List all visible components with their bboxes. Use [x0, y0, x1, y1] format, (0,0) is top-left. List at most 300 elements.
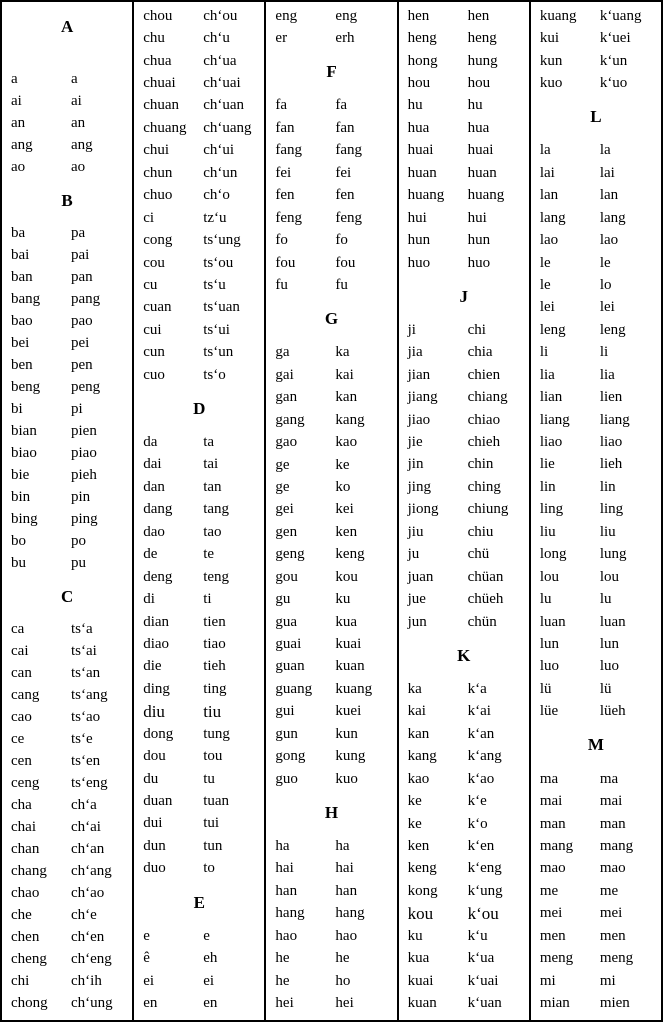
wade-giles-cell: huo	[467, 254, 491, 271]
pinyin-cell: cai	[11, 643, 29, 660]
table-row	[266, 970, 396, 992]
wade-giles-cell: ts‘ai	[71, 643, 97, 660]
pinyin-cell: guo	[275, 770, 298, 787]
table-row	[134, 252, 264, 274]
wade-giles-cell: tiao	[203, 635, 226, 652]
pinyin-cell: hang	[275, 905, 305, 922]
table-row	[2, 355, 132, 377]
wade-giles-cell: huan	[467, 164, 497, 181]
table-row	[531, 409, 661, 431]
wade-giles-cell: piao	[71, 445, 97, 462]
table-row	[266, 454, 396, 476]
pinyin-cell: dan	[143, 478, 165, 495]
pinyin-cell: kang	[407, 748, 437, 765]
wade-giles-cell: eh	[203, 950, 218, 967]
wade-giles-cell: k‘uan	[467, 995, 502, 1011]
wade-giles-cell: pien	[71, 423, 97, 440]
pinyin-cell: cu	[143, 276, 158, 293]
pinyin-cell: jie	[407, 434, 423, 451]
wade-giles-cell: kung	[335, 748, 366, 765]
wade-giles-cell: to	[203, 860, 215, 877]
pinyin-cell: ji	[407, 321, 416, 338]
wade-giles-cell: k‘uai	[467, 972, 499, 989]
table-row	[2, 465, 132, 487]
pinyin-cell: er	[275, 30, 288, 47]
wade-giles-cell: keng	[335, 546, 365, 563]
table-row	[2, 223, 132, 245]
wade-giles-cell: lien	[599, 389, 623, 406]
wade-giles-cell: k‘a	[467, 680, 487, 697]
table-row	[399, 162, 529, 184]
wade-giles-cell: fou	[335, 254, 356, 271]
table-row	[399, 992, 529, 1014]
wade-giles-cell: chia	[467, 344, 493, 361]
table-row	[399, 566, 529, 588]
pinyin-cell: hui	[407, 209, 427, 226]
pinyin-cell: bian	[11, 423, 37, 440]
table-row	[531, 880, 661, 902]
table-row	[2, 267, 132, 289]
section-header	[266, 50, 396, 95]
table-row	[266, 947, 396, 969]
section-header-label: B	[61, 190, 73, 210]
pinyin-cell: cang	[11, 687, 40, 704]
section-header	[531, 95, 661, 140]
wade-giles-cell: ch‘ua	[203, 52, 237, 69]
pinyin-cell: fu	[275, 276, 288, 293]
section-header-label: J	[459, 286, 468, 306]
section-header	[2, 5, 132, 49]
pinyin-cell: liang	[539, 411, 570, 428]
pinyin-cell: lao	[539, 232, 559, 249]
table-row	[266, 117, 396, 139]
pinyin-cell: chan	[11, 841, 40, 858]
wade-giles-cell: k‘uo	[599, 75, 628, 92]
pinyin-cell: man	[539, 815, 566, 832]
wade-giles-cell: ma	[599, 770, 619, 787]
table-row	[2, 707, 132, 729]
table-row	[531, 633, 661, 655]
table-row	[2, 641, 132, 663]
wade-giles-cell: ku	[335, 591, 351, 608]
table-row	[2, 751, 132, 773]
wade-giles-cell: tou	[203, 748, 223, 765]
table-row	[2, 795, 132, 817]
wade-giles-cell: liao	[599, 434, 623, 451]
pinyin-cell: dong	[143, 725, 174, 742]
wade-giles-cell: fang	[335, 142, 363, 159]
table-row	[531, 521, 661, 543]
table-row	[266, 768, 396, 790]
pinyin-cell: ke	[407, 793, 422, 810]
wade-giles-cell: k‘en	[467, 837, 495, 854]
pinyin-cell: gun	[275, 725, 298, 742]
wade-giles-cell: lei	[599, 299, 615, 316]
wade-giles-cell: ts‘ou	[203, 254, 234, 271]
section-header-label: F	[326, 62, 337, 82]
pinyin-cell: ku	[407, 927, 423, 944]
table-row	[531, 252, 661, 274]
wade-giles-cell: me	[599, 882, 619, 899]
wade-giles-cell: ts‘an	[71, 665, 101, 682]
pinyin-cell: bang	[11, 291, 41, 308]
table-row	[399, 117, 529, 139]
pinyin-cell: eng	[275, 7, 298, 24]
pinyin-cell: chuo	[143, 187, 173, 204]
wade-giles-cell: mi	[599, 972, 616, 989]
wade-giles-cell: hao	[335, 927, 358, 944]
table-row	[399, 252, 529, 274]
wade-giles-cell: hui	[467, 209, 487, 226]
wade-giles-cell: hei	[335, 995, 354, 1012]
table-row	[531, 611, 661, 633]
table-row	[531, 903, 661, 925]
wade-giles-cell: ts‘ui	[203, 321, 230, 338]
table-row	[399, 50, 529, 72]
wade-giles-cell: ts‘ao	[71, 709, 101, 726]
wade-giles-cell: tien	[203, 613, 226, 630]
wade-giles-cell: erh	[335, 30, 355, 47]
wade-giles-cell: fu	[335, 276, 348, 293]
wade-giles-cell: eng	[335, 7, 358, 24]
wade-giles-cell: k‘eng	[467, 860, 502, 877]
wade-giles-cell: k‘o	[467, 815, 488, 832]
pinyin-cell: lia	[539, 366, 555, 383]
pinyin-cell: huo	[407, 254, 431, 271]
pinyin-cell: jue	[407, 591, 426, 608]
wade-giles-cell: lu	[599, 591, 612, 608]
wade-giles-cell: le	[599, 254, 611, 271]
section-header	[399, 274, 529, 319]
pinyin-cell: chang	[11, 863, 47, 880]
pinyin-cell: lan	[539, 187, 559, 204]
pinyin-cell: kou	[407, 904, 434, 924]
wade-giles-cell: fei	[335, 164, 352, 181]
pinyin-cell: men	[539, 927, 566, 944]
table-row	[134, 185, 264, 207]
table-row	[531, 656, 661, 678]
table-row	[134, 566, 264, 588]
section-header-label: M	[587, 735, 604, 755]
wade-giles-cell: k‘ung	[467, 882, 503, 899]
wade-giles-cell: pen	[71, 357, 93, 374]
pinyin-cell: lang	[539, 209, 566, 226]
pinyin-cell: ga	[275, 344, 290, 361]
pinyin-cell: lei	[539, 299, 555, 316]
pinyin-cell: a	[11, 71, 18, 88]
table-row	[531, 476, 661, 498]
pinyin-cell: dou	[143, 748, 166, 765]
pinyin-cell: chou	[143, 7, 173, 24]
pinyin-cell: hong	[407, 52, 438, 69]
table-row	[531, 431, 661, 453]
wade-giles-cell: teng	[203, 568, 230, 585]
table-row	[134, 611, 264, 633]
pinyin-cell: cun	[143, 344, 165, 361]
pinyin-cell: fang	[275, 142, 303, 159]
table-row	[134, 633, 264, 655]
pinyin-cell: gei	[275, 501, 294, 518]
wade-giles-cell: kua	[335, 613, 358, 630]
pinyin-cell: gen	[275, 523, 298, 540]
pinyin-cell: ban	[11, 269, 33, 286]
wade-giles-cell: kuang	[335, 680, 373, 697]
wade-giles-cell: ch‘u	[203, 30, 230, 47]
table-row	[531, 970, 661, 992]
spacer-row	[2, 49, 132, 69]
table-row	[134, 207, 264, 229]
section-header-label: D	[193, 398, 206, 418]
wade-giles-cell: pang	[71, 291, 101, 308]
pinyin-cell: ge	[275, 478, 290, 495]
wade-giles-cell: ch‘en	[71, 929, 105, 946]
wade-giles-cell: chin	[467, 456, 494, 473]
wade-giles-cell: hun	[467, 232, 491, 249]
wade-giles-cell: chüeh	[467, 591, 504, 608]
pinyin-cell: mang	[539, 837, 574, 854]
table-row	[531, 342, 661, 364]
table-row	[531, 27, 661, 49]
wade-giles-cell: ch‘uan	[203, 97, 245, 114]
pinyin-cell: li	[539, 344, 549, 361]
pinyin-cell: cou	[143, 254, 165, 271]
section-header-label: H	[324, 802, 339, 822]
wade-giles-cell: k‘u	[467, 927, 488, 944]
pinyin-cell: lu	[539, 591, 552, 608]
table-row	[134, 27, 264, 49]
section-header	[399, 633, 529, 678]
table-row	[134, 768, 264, 790]
wade-giles-cell: ts‘en	[71, 753, 101, 770]
wade-giles-cell: ang	[71, 137, 93, 154]
table-row	[399, 723, 529, 745]
wade-giles-cell: chiao	[467, 411, 501, 428]
pinyin-cell: diu	[143, 702, 165, 722]
wade-giles-cell: ts‘eng	[71, 775, 108, 792]
pinyin-cell: cao	[11, 709, 32, 726]
pinyin-cell: gao	[275, 434, 298, 451]
pinyin-cell: me	[539, 882, 559, 899]
pinyin-cell: dian	[143, 613, 170, 630]
wade-giles-cell: meng	[599, 950, 634, 967]
table-row	[2, 245, 132, 267]
pinyin-cell: chuan	[143, 97, 180, 114]
table-row	[2, 135, 132, 157]
table-row	[134, 274, 264, 296]
wade-giles-cell: ts‘u	[203, 276, 226, 293]
pinyin-cell: dun	[143, 837, 166, 854]
wade-giles-cell: ching	[467, 478, 501, 495]
wade-giles-cell: kang	[335, 411, 365, 428]
pinyin-cell: kun	[539, 52, 563, 69]
section-header-label: L	[590, 107, 602, 127]
wade-giles-cell: ts‘e	[71, 731, 93, 748]
pinyin-cell: chong	[11, 995, 48, 1012]
wade-giles-cell: chiung	[467, 501, 509, 518]
table-row	[399, 588, 529, 610]
pinyin-cell: an	[11, 115, 26, 132]
pinyin-cell: chu	[143, 30, 165, 47]
table-row	[2, 861, 132, 883]
table-row	[266, 386, 396, 408]
table-row	[134, 790, 264, 812]
table-row	[399, 95, 529, 117]
table-row	[2, 443, 132, 465]
section-header-label: A	[60, 17, 74, 36]
pinyin-cell: can	[11, 665, 32, 682]
wade-giles-cell: pao	[71, 313, 93, 330]
table-row	[2, 377, 132, 399]
pinyin-cell: ken	[407, 837, 430, 854]
table-row	[2, 91, 132, 113]
wade-giles-cell: hang	[335, 905, 365, 922]
table-row	[2, 553, 132, 575]
wade-giles-cell: chü	[467, 546, 490, 563]
table-row	[134, 745, 264, 767]
pinyin-cell: hou	[407, 75, 431, 92]
pinyin-cell: jiong	[407, 501, 439, 518]
wade-giles-cell: pu	[71, 555, 86, 572]
table-row	[399, 140, 529, 162]
section-header	[134, 386, 264, 431]
wade-giles-cell: k‘un	[599, 52, 628, 69]
wade-giles-cell: chüan	[467, 568, 504, 585]
wade-giles-cell: ch‘ui	[203, 142, 235, 159]
table-row	[531, 229, 661, 251]
wade-giles-cell: tan	[203, 478, 222, 495]
wade-giles-cell: ch‘ung	[71, 995, 113, 1012]
table-row	[134, 678, 264, 700]
pinyin-cell: he	[275, 972, 290, 989]
table-row	[399, 611, 529, 633]
pinyin-cell: de	[143, 546, 158, 563]
pinyin-cell: chi	[11, 973, 30, 990]
wade-giles-cell: tuan	[203, 793, 230, 810]
table-row	[266, 903, 396, 925]
pinyin-cell: ce	[11, 731, 25, 748]
table-row	[134, 50, 264, 72]
wade-giles-cell: ei	[203, 972, 215, 989]
wade-giles-cell: huai	[467, 142, 494, 159]
table-row	[266, 185, 396, 207]
table-row	[2, 289, 132, 311]
wade-giles-cell: lou	[599, 568, 619, 585]
wade-giles-cell: mien	[599, 995, 630, 1011]
pinyin-cell: lüe	[539, 703, 559, 720]
table-row	[266, 364, 396, 386]
table-row	[531, 50, 661, 72]
pinyin-cell: bao	[11, 313, 33, 330]
wade-giles-cell: ko	[335, 478, 351, 495]
pinyin-cell: kai	[407, 703, 426, 720]
wade-giles-cell: kuo	[335, 770, 358, 787]
pinyin-cell: deng	[143, 568, 173, 585]
wade-giles-cell: pieh	[71, 467, 97, 484]
pinyin-cell: lin	[539, 478, 556, 495]
pinyin-cell: chao	[11, 885, 40, 902]
table-row	[266, 252, 396, 274]
wade-giles-cell: lan	[599, 187, 619, 204]
section-header	[266, 790, 396, 835]
pinyin-cell: mi	[539, 972, 556, 989]
wade-giles-cell: man	[599, 815, 626, 832]
table-row	[266, 656, 396, 678]
pinyin-cell: lun	[539, 635, 559, 652]
wade-giles-cell: e	[203, 927, 210, 944]
wade-giles-cell: a	[71, 71, 78, 88]
table-row	[531, 386, 661, 408]
wade-giles-cell: la	[599, 142, 611, 159]
table-row	[134, 701, 264, 723]
pinyin-cell: die	[143, 658, 162, 675]
pinyin-cell: jiu	[407, 523, 424, 540]
pinyin-cell: kong	[407, 882, 438, 899]
table-row	[134, 140, 264, 162]
pinyin-cell: hun	[407, 232, 431, 249]
wade-giles-cell: tun	[203, 837, 223, 854]
table-row	[2, 509, 132, 531]
wade-giles-cell: hung	[467, 52, 498, 69]
table-row	[134, 342, 264, 364]
table-row	[134, 588, 264, 610]
pinyin-cell: duan	[143, 793, 173, 810]
wade-giles-cell: chiu	[467, 523, 494, 540]
table-row	[2, 927, 132, 949]
pinyin-cell: hai	[275, 860, 294, 877]
table-row	[531, 768, 661, 790]
table-row	[399, 72, 529, 94]
wade-giles-cell: lü	[599, 680, 612, 697]
table-row	[399, 454, 529, 476]
table-column	[2, 2, 134, 1020]
table-row	[266, 274, 396, 296]
table-row	[266, 835, 396, 857]
pinyin-cell: kuang	[539, 7, 577, 24]
table-row	[266, 207, 396, 229]
pinyin-cell: kui	[539, 30, 559, 47]
pinyin-cell: chui	[143, 142, 170, 159]
pinyin-cell: ei	[143, 972, 155, 989]
pinyin-cell: guan	[275, 658, 305, 675]
pinyin-cell: cong	[143, 232, 173, 249]
wade-giles-cell: ch‘a	[71, 797, 97, 814]
table-row	[399, 207, 529, 229]
table-row	[531, 454, 661, 476]
wade-giles-cell: fo	[335, 232, 348, 249]
pinyin-cell: kuan	[407, 995, 437, 1011]
wade-giles-cell: kai	[335, 366, 354, 383]
wade-giles-cell: lia	[599, 366, 615, 383]
wade-giles-cell: k‘ai	[467, 703, 491, 720]
pinyin-cell: he	[275, 950, 290, 967]
table-row	[399, 342, 529, 364]
table-row	[531, 5, 661, 27]
wade-giles-cell: liang	[599, 411, 630, 428]
wade-giles-cell: tu	[203, 770, 215, 787]
table-row	[134, 117, 264, 139]
pinyin-cell: bo	[11, 533, 26, 550]
wade-giles-cell: feng	[335, 209, 363, 226]
wade-giles-cell: li	[599, 344, 609, 361]
table-row	[531, 319, 661, 341]
wade-giles-cell: ch‘uai	[203, 75, 241, 92]
table-row	[134, 544, 264, 566]
table-row	[266, 611, 396, 633]
pinyin-cell: la	[539, 142, 551, 159]
pinyin-cell: bing	[11, 511, 38, 528]
table-column	[531, 2, 661, 1020]
wade-giles-cell: mang	[599, 837, 634, 854]
